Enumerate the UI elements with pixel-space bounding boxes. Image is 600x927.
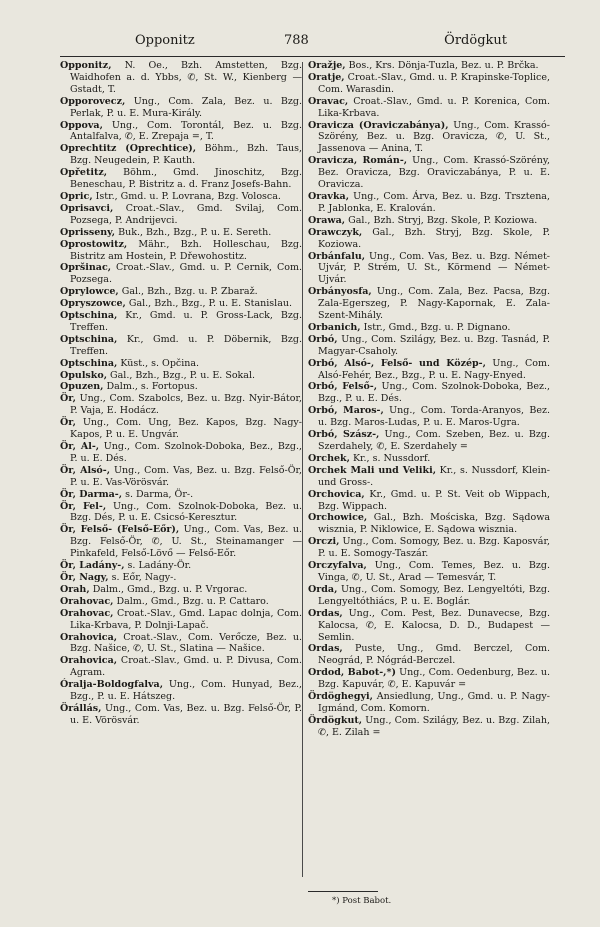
entry-text: Mähr., Bzh. Holleschau, Bzg. Bistritz am Hostein, P. Dřewohostitz. [70,238,303,262]
entry-text: Kr., Gmd. u. P. Döbernik, Bzg. Treffen. [70,333,302,357]
entry-text: Kr., s. Nussdorf. [352,452,431,464]
gazetteer-entry [60,358,302,370]
gazetteer-entry [60,334,302,358]
entry-text: Istr., Gmd., Bzg. u. P. Dignano. [363,321,511,333]
entry-text: Ung., Com. Szolnok-Doboka, Bez. u. Bzg. Dés, P. u. E. Csicsó-Keresztur. [70,500,302,524]
entry-headword: Orbánfalu, [308,250,366,262]
entry-headword: Orahovica, [60,631,118,643]
entry-text: Ung., Com. Vas, Bez. u. Bzg. Felső-Ör, P. u. E. Vas-Vörösvár. [70,464,303,488]
gazetteer-entry [308,334,550,358]
entry-headword: Orbó, [308,333,338,345]
entry-text: Gal., Bzh., Bzg. u. P. Zbaraž. [121,286,258,298]
entry-text: Ung., Com. Alsó-Fehér, Bez., Bzg., P. u. E. Nagy-Enyed. [318,357,550,381]
entry-text: Dalm., Gmd., Bzg. u. P. Vrgorac. [92,583,248,595]
entry-text: Küst., s. Opčina. [120,357,200,369]
entry-text: Ung., Com. Hunyad, Bez., Bzg., P. u. E. Hátszeg. [70,679,302,703]
entry-text: Dalm., s. Fortopus. [106,381,198,393]
entry-headword: Orbó, Szász-, [308,429,380,441]
gazetteer-entry [60,417,302,441]
entry-headword: Orbó, Maros-, [308,405,384,417]
entry-headword: Opršinac, [60,262,112,274]
gazetteer-entry [308,120,550,156]
entry-headword: Oravac, [308,95,349,107]
gazetteer-entry [308,155,550,191]
entry-text: Ung., Com. Temes, Bez. u. Bzg. Vinga, ✆, U. St., Arad — Temesvár, T. [318,560,550,583]
gazetteer-entry [308,60,550,72]
entry-text: Croat.-Slav., Gmd. u. P. Krapinske-Toplice, Com. Warasdin. [318,71,550,95]
entry-text: Croat.-Slav., Gmd. Lapac dolnja, Com. Lika-Krbava, P. Dolnji-Lapač. [70,607,302,631]
entry-text: Croat.-Slav., Gmd. u. P. Cernik, Com. Pozsega. [70,262,302,286]
header-last-entry: Ördögkut [444,33,507,48]
gazetteer-entry [60,524,302,560]
gazetteer-entry [60,167,302,191]
gazetteer-entry [308,536,550,560]
entry-headword: Orczyfalva, [308,560,367,572]
entry-text: Gal., Bzh. Stryj, Bzg. Skole, P. Koziowa. [318,226,550,250]
entry-headword: Örállás, [60,702,102,714]
entry-headword: Opporovecz, [60,95,126,107]
gazetteer-entry [60,96,302,120]
gazetteer-entry [60,310,302,334]
entry-headword: Oražje, [308,60,346,71]
gazetteer-entry [308,691,550,715]
entry-text: Ung., Com. Szolnok-Doboka, Bez., Bzg., P. u. E. Dés. [318,381,550,405]
gazetteer-entry [60,501,302,525]
gazetteer-entry [60,393,302,417]
entry-headword: Orbó, Alsó-, Felső- und Közép-, [308,357,486,369]
entry-headword: Orbanich, [308,321,361,333]
entry-headword: Ördöghegyi, [308,691,373,703]
entry-text: Ung., Com. Torontál, Bez. u. Bzg. Antalfalva, ✆, E. Zrepaja =, T. [70,119,302,143]
entry-headword: Orawa, [308,214,346,226]
gazetteer-entry [308,643,550,667]
entry-text: Ung., Com. Vas, Bez. u. Bzg. Német-Ujvár, P. Strém, U. St., Körmend — Német-Ujvár. [318,250,550,286]
entry-text: Ung., Com. Krassó-Szörény, Bez. Oravicza, Bzg. Oraviczabánya, P. u. E. Oravicza. [318,155,550,191]
entry-text: Böhm., Bzh. Taus, Bzg. Neugedein, P. Kauth. [70,143,302,167]
left-column [60,60,302,727]
gazetteer-entry [308,405,550,429]
entry-text: Ung., Com. Somogy, Bez. Lengyeltóti, Bzg. Lengyeltóthiács, P. u. E. Boglár. [318,583,550,607]
gazetteer-entry [308,381,550,405]
gazetteer-entry [308,715,550,739]
entry-text: Gal., Bzh., Bzg., P. u. E. Sokal. [110,369,256,381]
entry-headword: Ördögkut, [308,714,363,726]
gazetteer-entry [308,286,550,322]
entry-text: Puste, Ung., Gmd. Berczel, Com. Neográd, P. Nógrád-Berczel. [318,643,550,667]
entry-headword: Ör, Fel-, [60,500,107,512]
entry-text: Böhm., Gmd. Jinoschitz, Bzg. Beneschau, P. Bistritz a. d. Franz Josefs-Bahn. [70,167,302,191]
gazetteer-entry [60,608,302,632]
entry-headword: Ör, [60,393,76,405]
entry-text: Croat.-Slav., Gmd. u. P. Divusa, Com. Agram. [70,655,302,679]
entry-headword: Ör, Ladány-, [60,560,125,572]
entry-headword: Oprostowitz, [60,238,128,250]
entry-headword: Oravicza, Román-, [308,155,408,167]
gazetteer-entry [308,489,550,513]
entry-text: N. Oe., Bzh. Amstetten, Bzg. Waidhofen a. d. Ybbs, ✆, St. W., Kienberg — Gstadt, T. [70,60,302,95]
entry-text: Croat.-Slav., Com. Verőcze, Bez. u. Bzg. Našice, ✆, U. St., Slatina — Našice. [70,631,302,655]
gazetteer-entry [308,191,550,215]
entry-text: Ung., Com. Oedenburg, Bez. u. Bzg. Kapuvár, ✆, E. Kapuvár = [318,667,550,691]
entry-text: Ung., Com. Zala, Bez. Pacsa, Bzg. Zala-Egerszeg, P. Nagy-Kapornak, E. Zala-Szent-Mihály. [318,286,550,322]
entry-text: Ung., Com. Szolnok-Doboka, Bez., Bzg., P. u. E. Dés. [70,441,302,464]
gazetteer-entry [60,120,302,144]
gazetteer-entry [308,584,550,608]
gazetteer-entry [308,322,550,334]
entry-text: Ansiedlung, Ung., Gmd. u. P. Nagy-Igmánd, Com. Komorn. [318,691,550,714]
gazetteer-entry [308,72,550,96]
entry-headword: Oratje, [308,71,345,83]
footnote-rule [308,891,378,892]
entry-text: Ung., Com. Árva, Bez. u. Bzg. Trsztena, P. Jablonka, E. Kralován. [318,190,550,214]
entry-text: Ung., Com. Szabolcs, Bez. u. Bzg. Nyir-Bátor, P. Vaja, E. Hodácz. [70,393,302,417]
gazetteer-entry [308,512,550,536]
gazetteer-entry [308,608,550,644]
entry-headword: Ordas, [308,643,343,655]
entry-headword: Orchek Mali und Veliki, [308,464,437,476]
entry-headword: Orahovac, [60,595,114,607]
entry-headword: Ör, [60,417,76,429]
entry-text: Kr., Gmd. u. P. Gross-Lack, Bzg. Treffen. [70,310,302,333]
gazetteer-entry [60,703,302,727]
entry-text: Ung., Com. Somogy, Bez. u. Bzg. Kaposvár, P. u. E. Somogy-Taszár. [318,536,550,560]
entry-headword: Ordod, Babot-,*) [308,667,396,679]
entry-headword: Ör, Al-, [60,441,100,452]
entry-headword: Opryszowce, [60,298,126,310]
entry-text: Kr., s. Nussdorf, Klein- und Gross-. [318,464,550,488]
entry-headword: Ör, Felső- (Felső-Eőr), [60,524,180,536]
gazetteer-entry [60,381,302,393]
entry-headword: Orahovica, [60,655,118,667]
gazetteer-entry [60,465,302,489]
gazetteer-entry [60,298,302,310]
entry-headword: Orchowice, [308,512,368,524]
entry-headword: Opřetitz, [60,167,108,179]
entry-headword: Oprylowce, [60,286,119,298]
entry-headword: Orbányosfa, [308,286,372,298]
header-rule [60,56,565,57]
entry-text: Istr., Gmd. u. P. Lovrana, Bzg. Volosca. [95,190,281,202]
entry-headword: Optschina, [60,310,118,322]
entry-text: Ung., Com. Szilágy, Bez. u. Bzg. Tasnád, P. Magyar-Csaholy. [318,333,550,357]
gazetteer-entry [60,560,302,572]
right-column [308,60,550,739]
gazetteer-entry [308,667,550,691]
entry-text: Gal., Bzh., Bzg., P. u. E. Stanislau. [128,298,293,310]
gazetteer-entry [60,60,302,96]
entry-headword: Orchek, [308,452,350,464]
entry-headword: Orczi, [308,536,340,548]
gazetteer-entry [308,215,550,227]
entry-headword: Ordas, [308,607,343,619]
entry-text: s. Darma, Ör-. [125,488,194,500]
gazetteer-entry [308,227,550,251]
entry-headword: Orahovac, [60,607,114,619]
entry-headword: Óralja-Boldogfalva, [60,679,164,691]
gazetteer-entry [308,560,550,584]
gazetteer-entry [60,370,302,382]
entry-headword: Opponitz, [60,60,112,71]
entry-headword: Optschina, [60,357,118,369]
entry-headword: Oravicza (Oraviczabánya), [308,119,449,131]
gazetteer-entry [60,632,302,656]
gazetteer-entry [60,239,302,263]
entry-text: Dalm., Gmd., Bzg. u. P. Cattaro. [116,595,269,607]
entry-text: Ung., Com. Krassó-Szörény, Bez. u. Bzg. Oravicza, ✆, U. St., Jassenova — Anina, T. [318,119,550,155]
entry-text: Buk., Bzh., Bzg., P. u. E. Sereth. [118,226,272,238]
entry-headword: Orbó, Felső-, [308,381,378,393]
entry-text: Ung., Com. Ung, Bez. Kapos, Bzg. Nagy-Kapos, P. u. E. Ungvár. [70,417,302,441]
entry-headword: Orah, [60,583,90,595]
gazetteer-entry [308,453,550,465]
gazetteer-entry [60,191,302,203]
gazetteer-entry [308,358,550,382]
entry-headword: Orchovica, [308,488,365,500]
entry-headword: Oppova, [60,119,103,131]
column-divider [302,62,303,877]
gazetteer-entry [308,465,550,489]
entry-text: Bos., Krs. Dönja-Tuzla, Bez. u. P. Brčka. [348,60,539,71]
header-first-entry: Opponitz [135,33,195,48]
page-header [60,33,565,53]
entry-headword: Opric, [60,190,93,202]
entry-text: Croat.-Slav., Gmd. Svilaj, Com. Pozsega, P. Andrijevci. [70,202,302,226]
gazetteer-entry [60,572,302,584]
page-number: 788 [284,33,309,48]
entry-headword: Oprisseny, [60,226,116,238]
gazetteer-entry [60,262,302,286]
gazetteer-entry [60,584,302,596]
entry-text: Ung., Com. Vas, Bez. u. Bzg. Felső-Ör, P. u. E. Vörösvár. [70,702,302,726]
entry-text: Gal., Bzh. Mościska, Bzg. Sądowa wisznia, P. Niklowice, E. Sądowa wisznia. [318,512,550,536]
entry-headword: Orawczyk, [308,226,363,238]
entry-text: Ung., Com. Szilágy, Bez. u. Bzg. Zilah, ✆, E. Zilah = [318,714,550,738]
footnote: *) Post Babot. [332,896,392,906]
gazetteer-entry [60,441,302,465]
entry-text: Ung., Com. Zala, Bez. u. Bzg. Perlak, P. u. E. Mura-Király. [70,95,302,119]
entry-headword: Ör, Darma-, [60,488,123,500]
gazetteer-entry [60,286,302,298]
gazetteer-entry [60,203,302,227]
gazetteer-entry [308,96,550,120]
entry-text: Ung., Com. Torda-Aranyos, Bez. u. Bzg. Maros-Ludas, P. u. E. Maros-Ugra. [318,405,550,429]
entry-text: Gal., Bzh. Stryj, Bzg. Skole, P. Koziowa. [348,214,538,226]
entry-headword: Ör, Alsó-, [60,464,111,476]
entry-text: Kr., Gmd. u. P. St. Veit ob Wippach, Bzg. Wippach. [318,488,550,512]
entry-text: Ung., Com. Szeben, Bez. u. Bzg. Szerdahely, ✆, E. Szerdahely = [318,429,550,452]
entry-text: Ung., Com. Pest, Bez. Dunavecse, Bzg. Kalocsa, ✆, E. Kalocsa, D. D., Budapest — Semlin. [318,607,550,643]
entry-headword: Opulsko, [60,369,108,381]
entry-headword: Opuzen, [60,381,104,393]
entry-text: s. Eőr, Nagy-. [111,571,177,583]
entry-headword: Oprechtitz (Oprechtice), [60,143,197,155]
gazetteer-entry [308,251,550,287]
gazetteer-entry [60,679,302,703]
entry-headword: Optschina, [60,333,118,345]
entry-text: Ung., Com. Vas, Bez. u. Bzg. Felső-Ör, ✆, U. St., Steinamanger — Pinkafeld, Felső-Lövő — Felső-Eőr. [70,524,302,560]
gazetteer-entry [60,227,302,239]
entry-text: s. Ladány-Ör. [127,560,192,572]
gazetteer-entry [60,489,302,501]
entry-headword: Oravka, [308,190,350,202]
entry-text: Croat.-Slav., Gmd. u. P. Korenica, Com. Lika-Krbava. [318,95,550,119]
gazetteer-entry [60,655,302,679]
entry-headword: Orda, [308,583,338,595]
gazetteer-entry [308,429,550,453]
entry-headword: Oprisavci, [60,202,114,214]
entry-headword: Ör, Nagy, [60,571,109,583]
gazetteer-entry [60,596,302,608]
gazetteer-entry [60,143,302,167]
